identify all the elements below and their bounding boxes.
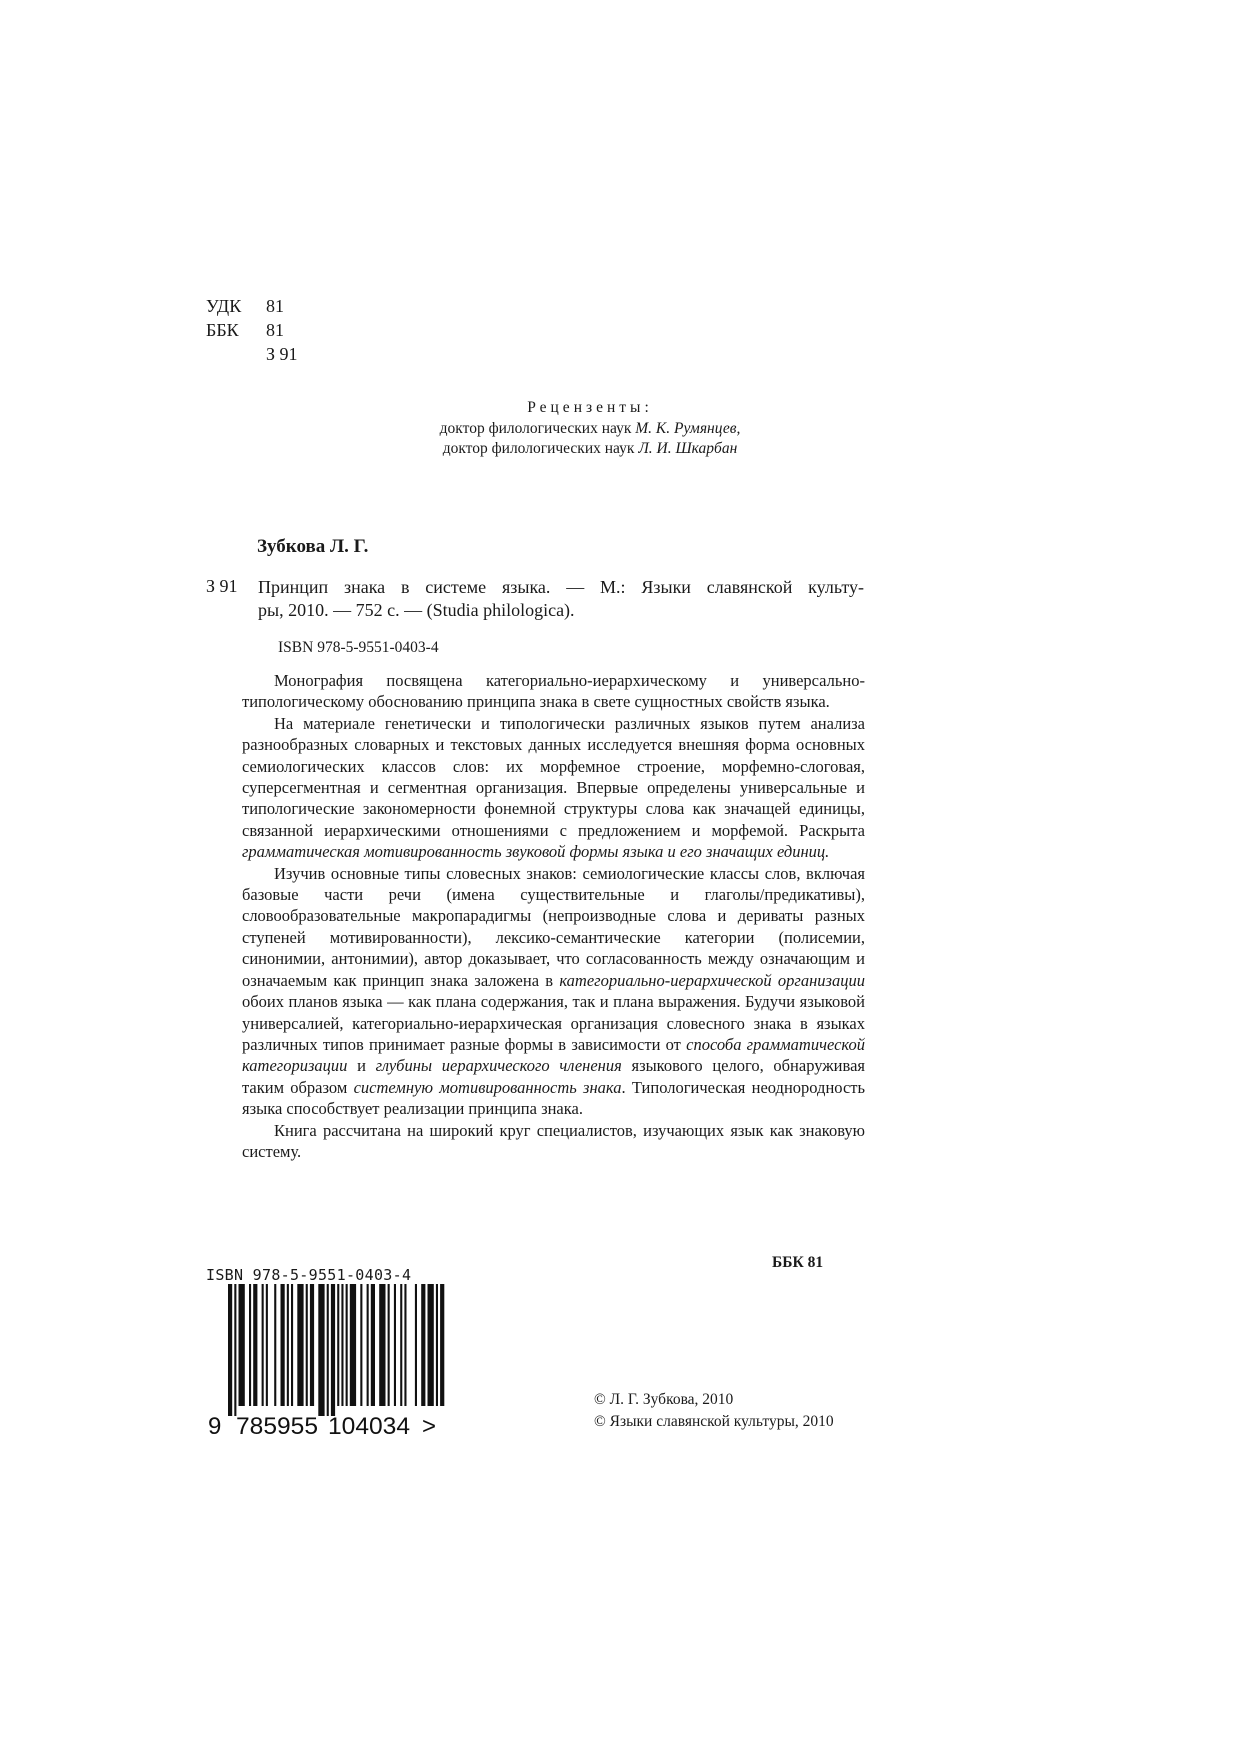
- book-author-mark: З 91: [206, 576, 238, 596]
- barcode-bar: [331, 1284, 335, 1416]
- title-line-1: Принцип знака в системе языка. — М.: Языки славянской культу-: [258, 577, 864, 597]
- barcode-first-digit: 9: [208, 1413, 222, 1438]
- book-isbn: ISBN 978-5-9551-0403-4: [278, 639, 439, 656]
- annotation-paragraph-2: На материале генетически и типологически различных языков путем анализа разнообразных словарных и текстовых данных исследуется внешняя форма основных семиологических классов слов: их морфемное строение, морфемно-слоговая, суперсегментная и сегментная организация. Впервые определены универсальные и типологические закономерности фонемной структуры слова как значащей единицы, связанной иерархическими отношениями с предложением и морфемой. Раскрыта грамматическая мотивированность звуковой формы языка и его значащих единиц.: [242, 713, 865, 862]
- copyright-block: [594, 1389, 834, 1433]
- barcode-arrow: >: [422, 1413, 437, 1438]
- udk-value: 81: [266, 296, 284, 316]
- barcode-bar: [310, 1284, 314, 1406]
- barcode-bar: [234, 1284, 236, 1416]
- bbk-footer: ББК 81: [772, 1254, 824, 1271]
- copyright-publisher: © Языки славянской культуры, 2010: [594, 1413, 834, 1430]
- catalog-codes: [206, 294, 298, 366]
- barcode-bar: [436, 1284, 438, 1406]
- barcode-bar: [394, 1284, 396, 1406]
- annotation-paragraph-1: Монография посвящена категориально-иерархическому и универсально-типологическому обоснованию принципа знака в свете сущностных свойств языка.: [242, 671, 865, 712]
- barcode-bar: [421, 1284, 425, 1406]
- barcode-bar: [249, 1284, 251, 1406]
- barcode-bar: [297, 1284, 303, 1406]
- book-title-entry: [258, 576, 864, 622]
- barcode-right-digits: 104034: [328, 1413, 410, 1438]
- reviewer-1-name: М. К. Румянцев,: [635, 420, 741, 437]
- reviewer-1: доктор филологических наук М. К. Румянцев,: [439, 420, 741, 437]
- barcode-bar: [337, 1284, 339, 1406]
- annotation: [242, 670, 865, 1162]
- author-mark: З 91: [266, 344, 298, 364]
- barcode-bar: [428, 1284, 434, 1406]
- barcode-bar: [360, 1284, 362, 1406]
- barcode-bar: [274, 1284, 276, 1406]
- barcode-bar: [415, 1284, 417, 1406]
- barcode-bar: [350, 1284, 356, 1406]
- annotation-paragraph-4: Книга рассчитана на широкий круг специалистов, изучающих язык как знаковую систему.: [242, 1120, 865, 1161]
- barcode-bar: [287, 1284, 289, 1406]
- annotation-paragraph-3: Изучив основные типы словесных знаков: семиологические классы слов, включая базовые части речи (имена существительные и глаголы/предикативы), словообразовательные макропарадигмы (непроизводные слова и дериваты разных ступеней мотивированности), лексико-семантические категории (полисемии, синонимии, антонимии), автор доказывает, что согласованность между означающим и означаемым как принцип знака заложена в категориально-иерархической организации обоих планов языка — как плана содержания, так и плана выражения. Будучи языковой универсалией, категориально-иерархическая организация словесного знака в языках различных типов принимает разные формы в зависимости от способа грамматической категоризации и глубины иерархического членения языкового целого, обнаруживая таким образом системную мотивированность знака. Типологическая неоднородность языка способствует реализации принципа знака.: [242, 863, 865, 1119]
- barcode-left-digits: 785955: [236, 1413, 318, 1438]
- barcode-bar: [346, 1284, 348, 1406]
- reviewers-block: [300, 398, 880, 459]
- bbk-label: ББК: [206, 320, 239, 340]
- barcode-bar: [440, 1284, 444, 1406]
- barcode-bar: [404, 1284, 406, 1406]
- barcode-bar: [379, 1284, 385, 1406]
- barcode-bar: [341, 1284, 343, 1406]
- barcode-bars: [228, 1284, 446, 1416]
- barcode-bar: [318, 1284, 324, 1416]
- barcode-bar: [291, 1284, 293, 1406]
- barcode-bar: [239, 1284, 245, 1406]
- barcode-bar: [281, 1284, 285, 1406]
- udk-label: УДК: [206, 296, 242, 316]
- copyright-author: © Л. Г. Зубкова, 2010: [594, 1391, 734, 1408]
- barcode-bar: [253, 1284, 257, 1406]
- barcode-bar: [388, 1284, 390, 1406]
- barcode-bar: [400, 1284, 402, 1406]
- reviewers-heading: Рецензенты:: [527, 399, 653, 416]
- reviewer-2-name: Л. И. Шкарбан: [638, 440, 738, 457]
- barcode-bar: [306, 1284, 308, 1406]
- barcode-bar: [266, 1284, 268, 1406]
- barcode-bar: [327, 1284, 329, 1416]
- barcode-isbn-text: ISBN 978-5-9551-0403-4: [206, 1266, 412, 1284]
- barcode-bar: [228, 1284, 232, 1416]
- book-author: Зубкова Л. Г.: [257, 536, 369, 557]
- isbn-barcode: [206, 1284, 446, 1438]
- title-line-2: ры, 2010. — 752 с. — (Studia philologica).: [258, 600, 575, 620]
- reviewer-2: доктор филологических наук Л. И. Шкарбан: [442, 440, 738, 457]
- barcode-bar: [371, 1284, 375, 1406]
- bbk-value: 81: [266, 320, 284, 340]
- barcode-bar: [262, 1284, 264, 1406]
- barcode-bar: [367, 1284, 369, 1406]
